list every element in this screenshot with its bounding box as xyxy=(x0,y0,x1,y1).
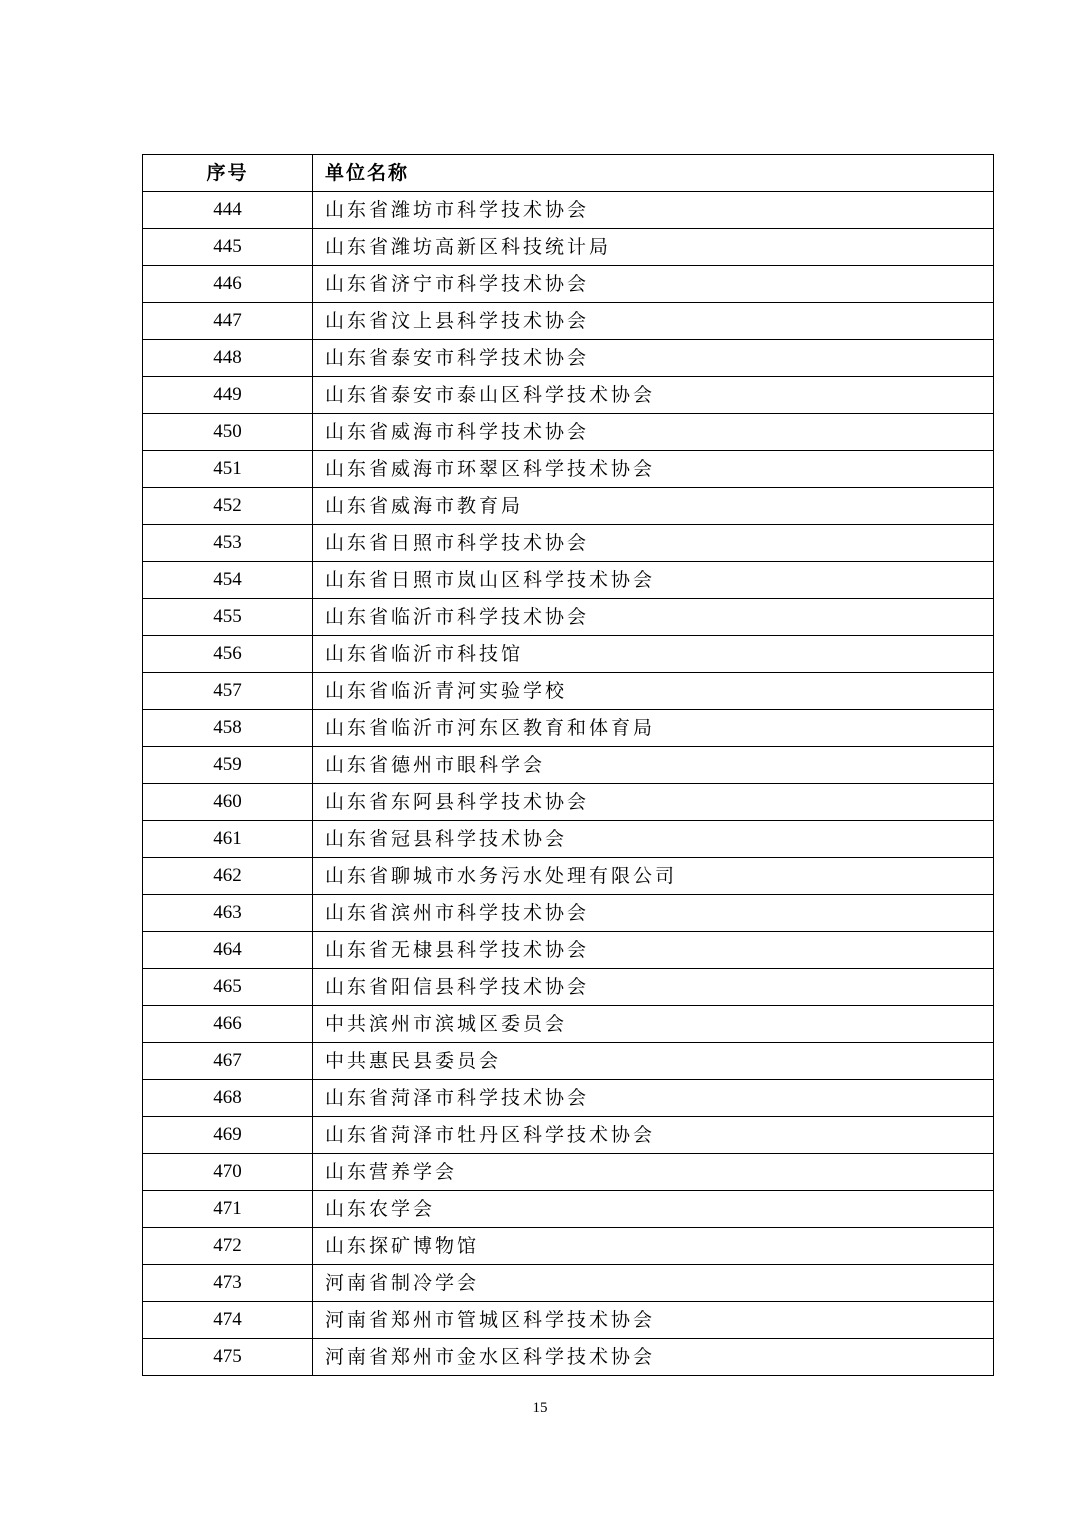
row-unit-name: 河南省制冷学会 xyxy=(313,1265,994,1302)
table-row xyxy=(143,1006,994,1043)
table-row xyxy=(143,340,994,377)
table-row xyxy=(143,821,994,858)
row-unit-name: 河南省郑州市金水区科学技术协会 xyxy=(313,1339,994,1376)
row-number: 469 xyxy=(143,1117,313,1154)
row-number: 475 xyxy=(143,1339,313,1376)
row-unit-name: 山东省聊城市水务污水处理有限公司 xyxy=(313,858,994,895)
row-number: 467 xyxy=(143,1043,313,1080)
table-row xyxy=(143,1339,994,1376)
row-unit-name: 山东省威海市环翠区科学技术协会 xyxy=(313,451,994,488)
row-unit-name: 山东省菏泽市牡丹区科学技术协会 xyxy=(313,1117,994,1154)
row-number: 448 xyxy=(143,340,313,377)
row-unit-name: 山东省泰安市科学技术协会 xyxy=(313,340,994,377)
row-unit-name: 山东省临沂市科技馆 xyxy=(313,636,994,673)
table-row xyxy=(143,192,994,229)
table-row xyxy=(143,525,994,562)
table-row xyxy=(143,1117,994,1154)
page-number: 15 xyxy=(532,1400,548,1416)
table-row xyxy=(143,710,994,747)
row-number: 471 xyxy=(143,1191,313,1228)
table-row xyxy=(143,858,994,895)
table-row xyxy=(143,747,994,784)
row-number: 466 xyxy=(143,1006,313,1043)
row-number: 457 xyxy=(143,673,313,710)
header-unit-name: 单位名称 xyxy=(313,155,994,192)
row-number: 453 xyxy=(143,525,313,562)
table-row xyxy=(143,488,994,525)
row-unit-name: 中共惠民县委员会 xyxy=(313,1043,994,1080)
row-number: 474 xyxy=(143,1302,313,1339)
row-unit-name: 山东探矿博物馆 xyxy=(313,1228,994,1265)
table-row xyxy=(143,673,994,710)
row-unit-name: 山东省济宁市科学技术协会 xyxy=(313,266,994,303)
row-number: 445 xyxy=(143,229,313,266)
table-header-row xyxy=(143,155,994,192)
row-number: 468 xyxy=(143,1080,313,1117)
table-body xyxy=(143,192,994,1376)
row-number: 464 xyxy=(143,932,313,969)
row-unit-name: 山东省东阿县科学技术协会 xyxy=(313,784,994,821)
row-unit-name: 中共滨州市滨城区委员会 xyxy=(313,1006,994,1043)
row-number: 444 xyxy=(143,192,313,229)
row-number: 452 xyxy=(143,488,313,525)
table-row xyxy=(143,1043,994,1080)
row-number: 454 xyxy=(143,562,313,599)
table-row xyxy=(143,1302,994,1339)
row-number: 459 xyxy=(143,747,313,784)
row-number: 449 xyxy=(143,377,313,414)
table-row xyxy=(143,1080,994,1117)
row-unit-name: 山东省威海市教育局 xyxy=(313,488,994,525)
row-unit-name: 山东省临沂市科学技术协会 xyxy=(313,599,994,636)
row-unit-name: 山东省无棣县科学技术协会 xyxy=(313,932,994,969)
row-unit-name: 山东省冠县科学技术协会 xyxy=(313,821,994,858)
row-number: 465 xyxy=(143,969,313,1006)
table-row xyxy=(143,636,994,673)
row-number: 456 xyxy=(143,636,313,673)
row-number: 472 xyxy=(143,1228,313,1265)
table-row xyxy=(143,229,994,266)
row-unit-name: 山东省潍坊市科学技术协会 xyxy=(313,192,994,229)
table-row xyxy=(143,895,994,932)
row-number: 458 xyxy=(143,710,313,747)
table-row xyxy=(143,266,994,303)
table-row xyxy=(143,784,994,821)
row-unit-name: 山东农学会 xyxy=(313,1191,994,1228)
row-unit-name: 河南省郑州市管城区科学技术协会 xyxy=(313,1302,994,1339)
row-unit-name: 山东省临沂青河实验学校 xyxy=(313,673,994,710)
row-number: 462 xyxy=(143,858,313,895)
row-number: 450 xyxy=(143,414,313,451)
header-number: 序号 xyxy=(143,155,313,192)
row-number: 461 xyxy=(143,821,313,858)
row-number: 460 xyxy=(143,784,313,821)
row-number: 473 xyxy=(143,1265,313,1302)
row-unit-name: 山东省日照市岚山区科学技术协会 xyxy=(313,562,994,599)
row-number: 470 xyxy=(143,1154,313,1191)
table-row xyxy=(143,969,994,1006)
table-row xyxy=(143,377,994,414)
unit-list-table xyxy=(142,154,994,1376)
table-row xyxy=(143,451,994,488)
row-number: 455 xyxy=(143,599,313,636)
table-row xyxy=(143,562,994,599)
row-number: 451 xyxy=(143,451,313,488)
row-unit-name: 山东省临沂市河东区教育和体育局 xyxy=(313,710,994,747)
table-row xyxy=(143,1191,994,1228)
row-unit-name: 山东营养学会 xyxy=(313,1154,994,1191)
row-number: 447 xyxy=(143,303,313,340)
table-row xyxy=(143,1228,994,1265)
table-row xyxy=(143,1265,994,1302)
table-row xyxy=(143,932,994,969)
row-unit-name: 山东省汶上县科学技术协会 xyxy=(313,303,994,340)
row-unit-name: 山东省泰安市泰山区科学技术协会 xyxy=(313,377,994,414)
row-number: 463 xyxy=(143,895,313,932)
row-unit-name: 山东省威海市科学技术协会 xyxy=(313,414,994,451)
row-unit-name: 山东省滨州市科学技术协会 xyxy=(313,895,994,932)
table-row xyxy=(143,414,994,451)
row-unit-name: 山东省阳信县科学技术协会 xyxy=(313,969,994,1006)
row-unit-name: 山东省潍坊高新区科技统计局 xyxy=(313,229,994,266)
row-unit-name: 山东省菏泽市科学技术协会 xyxy=(313,1080,994,1117)
table-row xyxy=(143,599,994,636)
table-row xyxy=(143,303,994,340)
row-unit-name: 山东省日照市科学技术协会 xyxy=(313,525,994,562)
row-unit-name: 山东省德州市眼科学会 xyxy=(313,747,994,784)
table-row xyxy=(143,1154,994,1191)
row-number: 446 xyxy=(143,266,313,303)
